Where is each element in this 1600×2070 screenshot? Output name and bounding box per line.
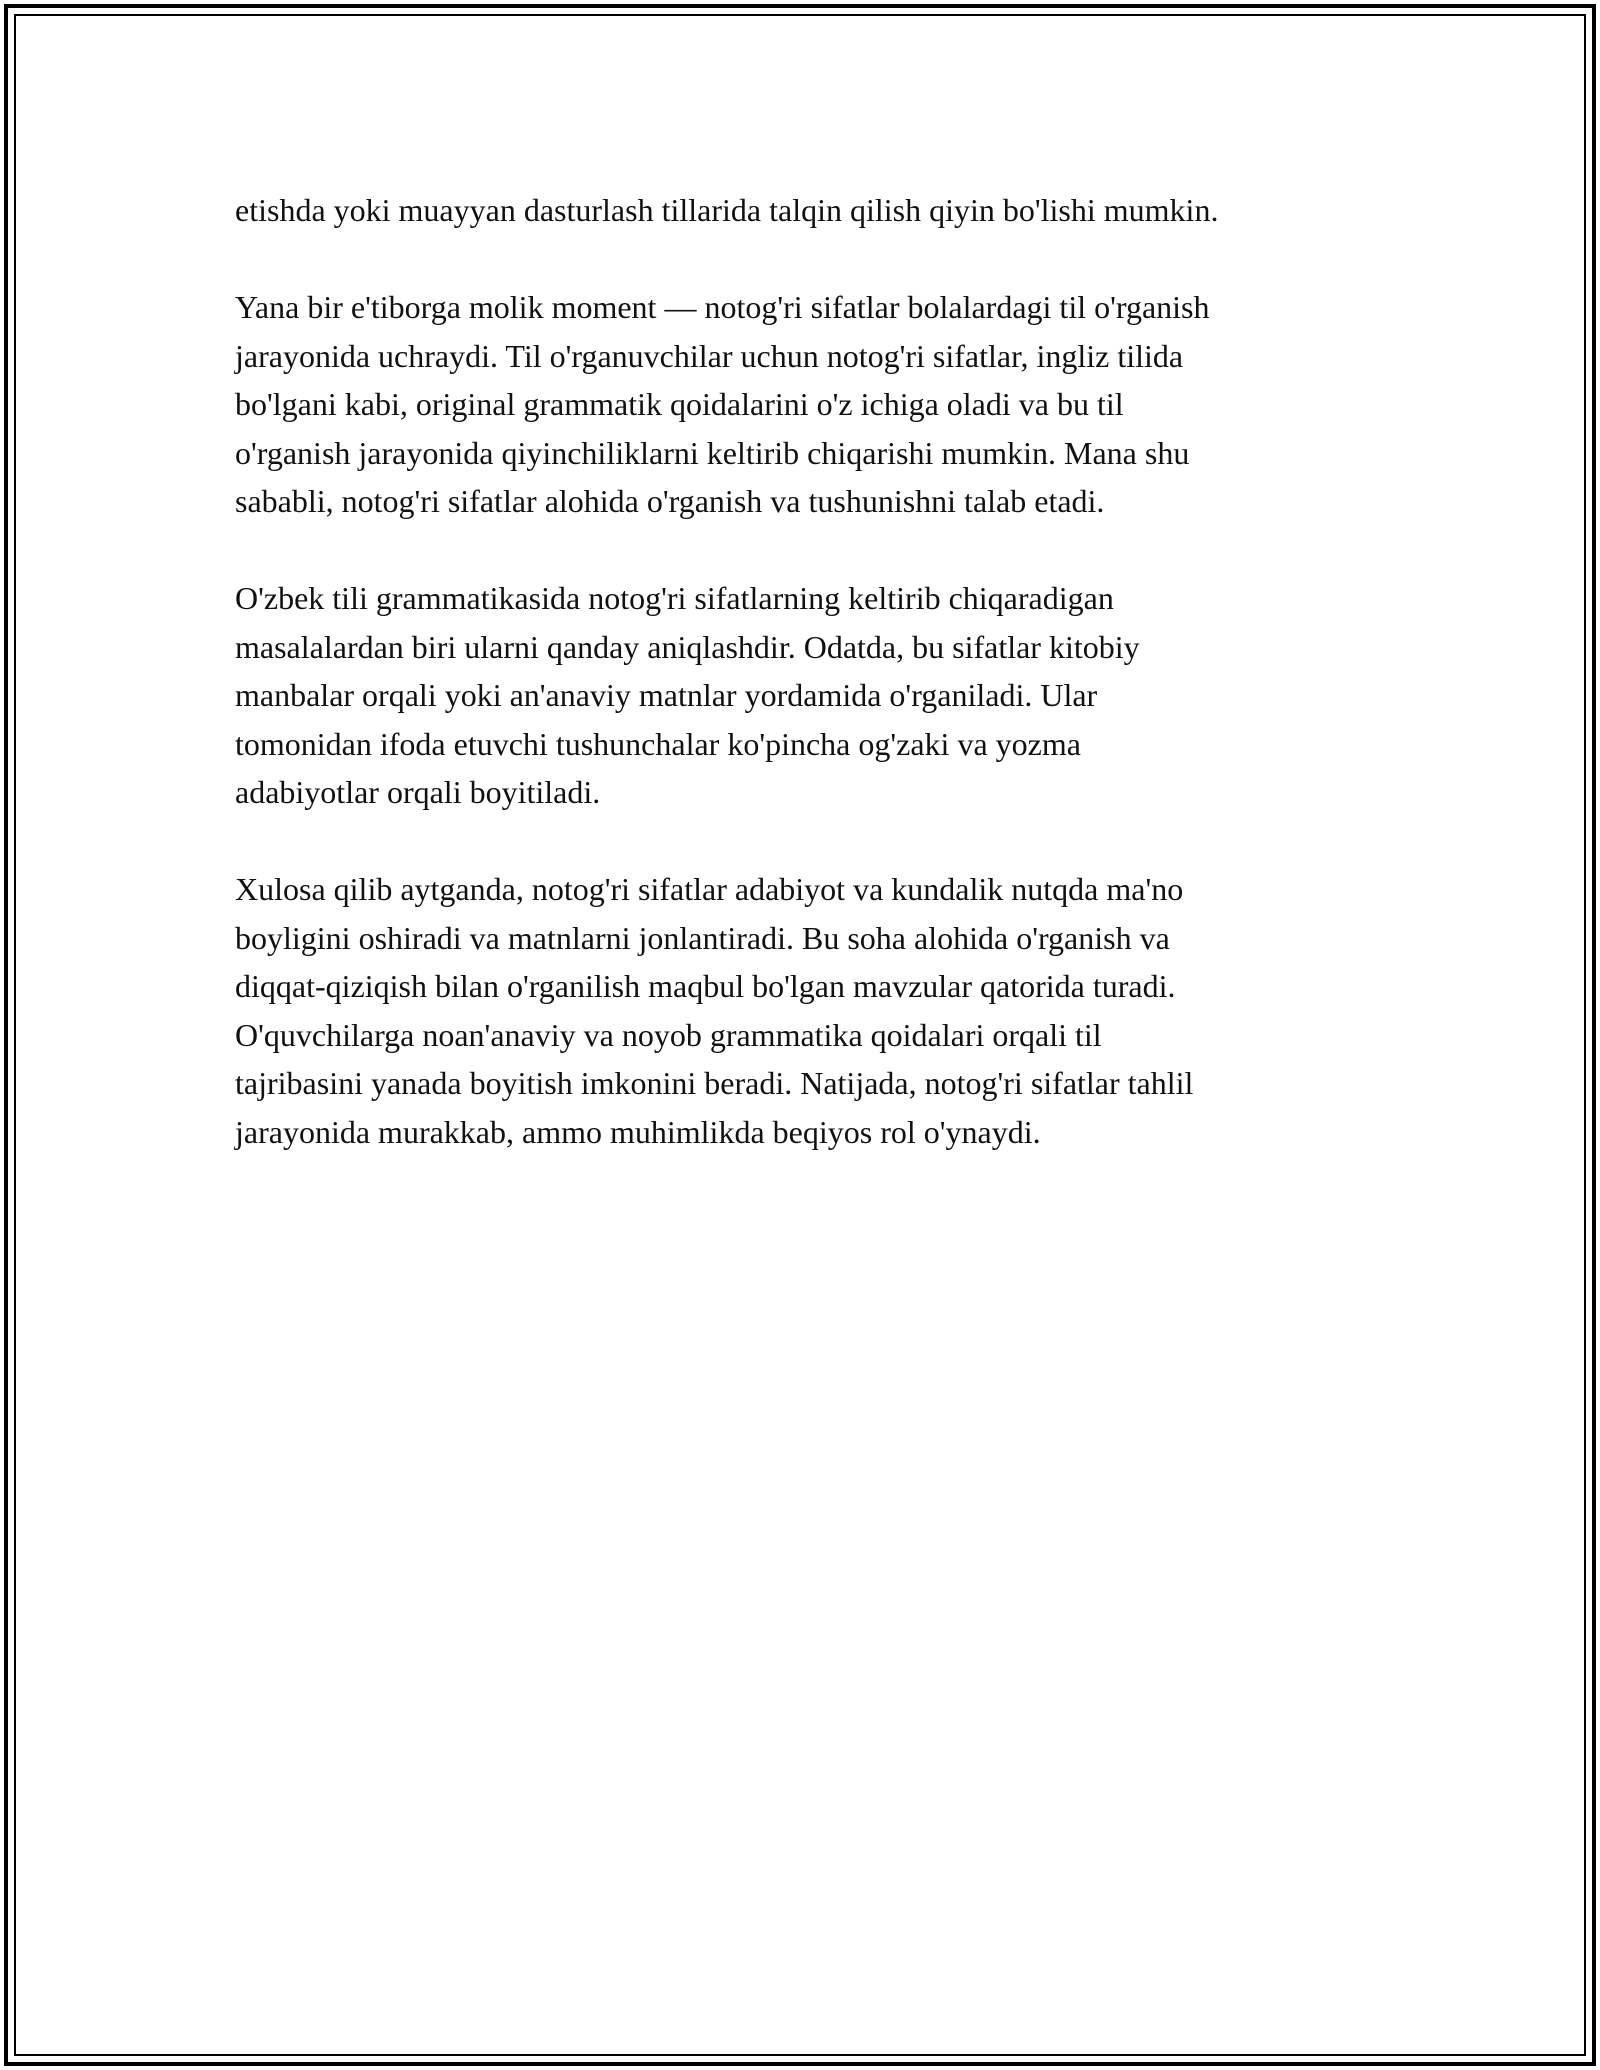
paragraph-continuation: etishda yoki muayyan dasturlash tillarida talqin qilish qiyin bo'lishi mumkin.	[235, 192, 1219, 228]
paragraph-conclusion: Xulosa qilib aytganda, notog'ri sifatlar adabiyot va kundalik nutqda ma'no boyligini oshiradi va matnlarni jonlantiradi. Bu soha alohida o'rganish va diqqat-qiziqish bilan o'rganilish maqbul bo'lgan mavzular qatorida turadi. O'quvchilarga noan'anaviy va noyob grammatika qoidalari orqali til tajribasini yanada boyitish imkonini beradi. Natijada, notog'ri sifatlar tahlil jarayonida murakkab, ammo muhimlikda beqiyos rol o'ynaydi.	[235, 871, 1194, 1150]
paragraph-language-learning: Yana bir e'tiborga molik moment — notog'ri sifatlar bolalardagi til o'rganish jarayonida uchraydi. Til o'rganuvchilar uchun notog'ri sifatlar, ingliz tilida bo'lgani kabi, original grammatik qoidalarini o'z ichiga oladi va bu til o'rganish jarayonida qiyinchiliklarni keltirib chiqarishi mumkin. Mana shu sababli, notog'ri sifatlar alohida o'rganish va tushunishni talab etadi.	[235, 289, 1210, 519]
document-body	[235, 186, 1395, 1205]
paragraph-uzbek-grammar: O'zbek tili grammatikasida notog'ri sifatlarning keltirib chiqaradigan masalalardan biri ularni qanday aniqlashdir. Odatda, bu sifatlar kitobiy manbalar orqali yoki an'anaviy matnlar yordamida o'rganiladi. Ular tomonidan ifoda etuvchi tushunchalar ko'pincha og'zaki va yozma adabiyotlar orqali boyitiladi.	[235, 580, 1140, 810]
